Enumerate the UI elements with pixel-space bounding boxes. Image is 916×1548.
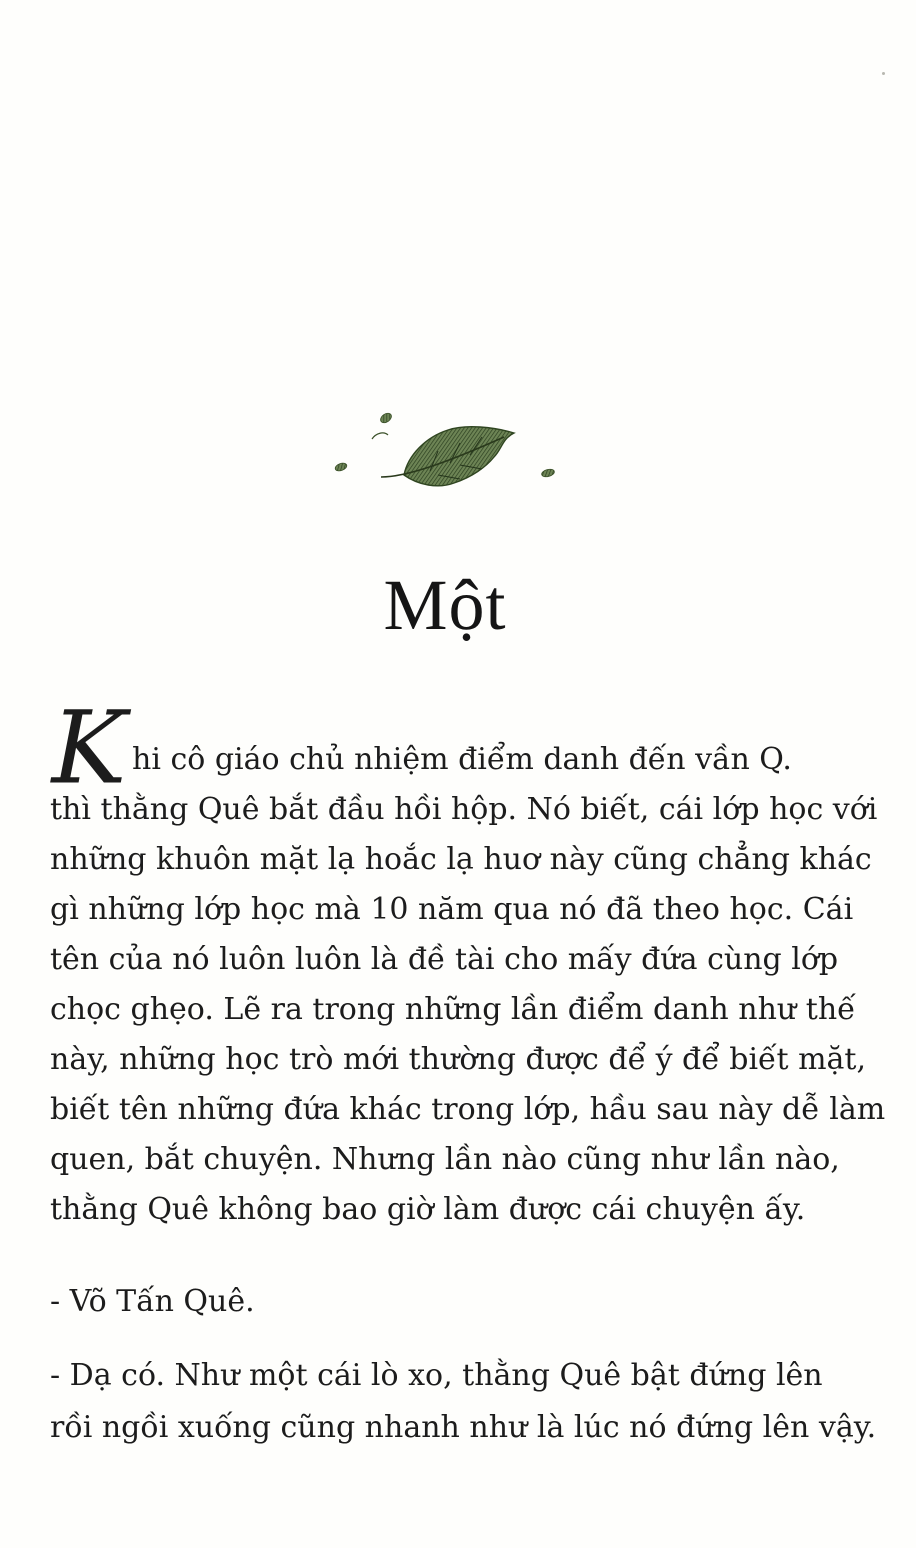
text-line: chọc ghẹo. Lẽ ra trong những lần điểm danh như thế — [50, 992, 856, 1027]
small-leaf-icon — [541, 468, 555, 478]
svg-text:K: K — [51, 702, 127, 807]
text-line: thằng Quê không bao giờ làm được cái chuyện ấy. — [50, 1192, 806, 1227]
text-line: tên của nó luôn luôn là đề tài cho mấy đứa cùng lớp — [50, 942, 839, 977]
text-line: thì thằng Quê bắt đầu hồi hộp. Nó biết, cái lớp học với — [50, 792, 878, 827]
text-line: biết tên những đứa khác trong lớp, hầu sau này dễ làm — [50, 1092, 886, 1127]
chapter-title: Một — [383, 565, 507, 645]
dialogue-line: - Võ Tấn Quê. — [50, 1284, 255, 1319]
leaf-icon — [326, 405, 566, 495]
paper-speck — [882, 72, 885, 75]
text-line: những khuôn mặt lạ hoắc lạ huơ này cũng chẳng khác — [50, 842, 872, 877]
text-line: này, những học trò mới thường được để ý để biết mặt, — [50, 1042, 867, 1077]
text-line: gì những lớp học mà 10 năm qua nó đã theo học. Cái — [50, 892, 854, 927]
small-leaf-icon — [334, 462, 348, 473]
text-line: quen, bắt chuyện. Nhưng lần nào cũng như lần nào, — [50, 1142, 840, 1177]
small-leaf-icon — [379, 411, 393, 424]
text-line: rồi ngồi xuống cũng nhanh như là lúc nó đứng lên vậy. — [50, 1410, 877, 1445]
dialogue-line: - Dạ có. Như một cái lò xo, thằng Quê bật đứng lên — [50, 1358, 823, 1393]
text-line: hi cô giáo chủ nhiệm điểm danh đến vần Q. — [132, 742, 792, 777]
